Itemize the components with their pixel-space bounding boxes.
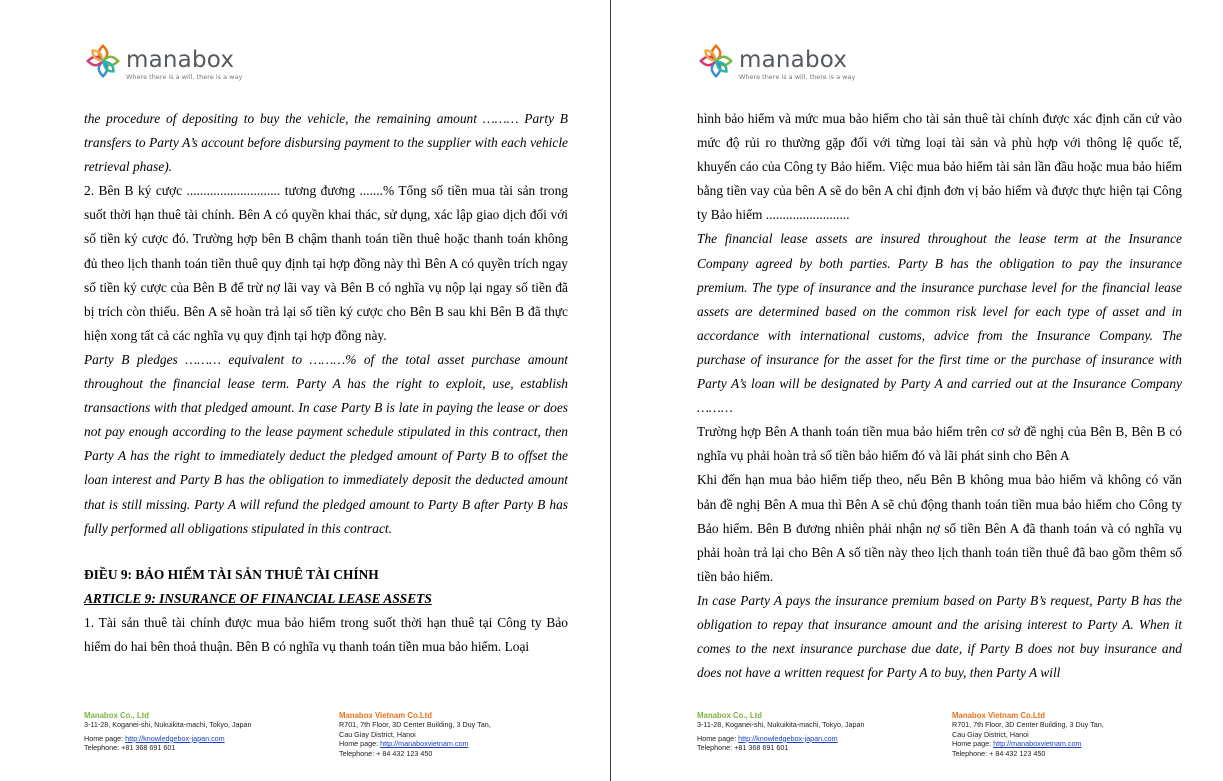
page-body [84, 107, 568, 659]
footer-address: 3-11-28, Koganei-shi, Nukuikita-machi, Tokyo, Japan [697, 720, 865, 730]
brand-tagline: Where there is a will, there is a way [739, 73, 856, 81]
paragraph-en: The financial lease assets are insured throughout the lease term at the Insurance Company agreed by both parties. Party B has the obligation to pay the insurance premium. The type of insurance and the insurance purchase level for the financial lease assets are determined based on the common risk level for each type of asset and in accordance with international customs, advice from the Insurance Company. The purchase of insurance for the asset for the first time or the purchase of insurance with Party A’s loan will be designated by Party A and carried out at the Insurance Company ……… [697, 231, 1182, 416]
footer-vietnam-office [952, 711, 1104, 758]
footer-telephone: Telephone: + 84 432 123 450 [952, 748, 1046, 758]
footer-telephone: Telephone: +81 368 691 601 [84, 743, 176, 753]
paragraph-vi: 2. Bên B ký cược ............................ tương đương .......% Tổng số tiền mua tài sản trong suốt thời hạn thuê tài chính. Bên A có quyền khai thác, sử dụng, xác lập giao dịch đối với số tiền ký cược đó. Trường hợp bên B chậm thanh toán tiền thuê hoặc thanh toán không đủ theo lịch thanh toán tiền thuê quy định tại hợp đồng này thì Bên A có quyền trích ngay số tiền ký cược của Bên B để trừ nợ lãi vay và Bên B có nghĩa vụ nộp lại ngay số tiền đã bị trích còn thiếu. Bên A sẽ hoàn trả lại số tiền ký cược cho Bên B sau khi Bên B đã thực hiện xong tất cả các nghĩa vụ quy định tại hợp đồng này. [84, 183, 568, 343]
homepage-link[interactable]: http://manaboxvietnam.com [993, 739, 1082, 749]
paragraph-vi: hình bảo hiểm và mức mua bảo hiểm cho tài sản thuê tài chính được xác định căn cứ vào mức độ rủi ro thường gặp đối với từng loại tài sản và phù hợp với thông lệ quốc tế, khuyến cáo của Công ty Bảo hiểm. Việc mua bảo hiểm tài sản lần đầu hoặc mua bảo hiểm bằng tiền vay của bên A sẽ do bên A chỉ định đơn vị bảo hiểm và được thực hiện tại Công ty Bảo hiểm ......................... [697, 111, 1182, 223]
manabox-logo-icon [84, 42, 122, 80]
footer-address: R701, 7th Floor, 3D Center Building, 3 Duy Tan, [339, 720, 491, 730]
homepage-label: Home page: [84, 733, 126, 743]
paragraph-vi: Khi đến hạn mua bảo hiểm tiếp theo, nếu Bên B không mua bảo hiểm và không có văn bản đề nghị Bên A mua thì Bên A sẽ chủ động thanh toán tiền mua bảo hiểm cho Công ty Bảo hiểm. Bên B đương nhiên phải nhận nợ số tiền Bên A đã thanh toán và có nghĩa vụ phải hoàn trả lại cho Bên A số tiền này theo lịch thanh toán tiền thuê đã bao gồm thêm số tiền bảo hiểm. [697, 472, 1182, 584]
homepage-link[interactable]: http://knowledgebox-japan.com [738, 733, 838, 743]
article-heading-vi: ĐIỀU 9: BẢO HIỂM TÀI SẢN THUÊ TÀI CHÍNH [84, 566, 379, 582]
footer-homepage [697, 734, 865, 743]
footer-address: 3-11-28, Koganei-shi, Nukuikita-machi, Tokyo, Japan [84, 720, 252, 730]
document-page-right [614, 0, 1223, 781]
brand-name: manabox [126, 47, 235, 73]
footer-vietnam-office [339, 711, 491, 758]
brand-tagline: Where there is a will, there is a way [126, 73, 243, 81]
footer-company-name: Manabox Co., Ltd [697, 711, 762, 720]
footer-company-name: Manabox Vietnam Co.Ltd [339, 711, 432, 720]
paragraph-en: Party B pledges ……… equivalent to ………% of the total asset purchase amount throughout the financial lease term. Party A has the right to exploit, use, establish transactions with that pledged amount. In case Party B is late in paying the lease or does not pay enough according to the lease payment schedule stipulated in this contract, then Party A has the right to immediately deduct the pledged amount of Party B to offset the loan interest and Party B has the obligation to immediately deposit the deducted amount that is still missing. Party A will refund the pledged amount to Party B after Party B has fully performed all obligations stipulated in this contract. [84, 351, 568, 536]
page-body [697, 107, 1182, 685]
footer-telephone: Telephone: +81 368 691 601 [697, 743, 789, 753]
company-logo [84, 42, 284, 82]
homepage-link[interactable]: http://knowledgebox-japan.com [125, 733, 225, 743]
footer-address: Cau Giay District, Hanoi [952, 729, 1029, 739]
homepage-link[interactable]: http://manaboxvietnam.com [380, 739, 469, 749]
homepage-label: Home page: [952, 739, 994, 749]
homepage-label: Home page: [339, 739, 381, 749]
footer-japan-office [84, 711, 252, 753]
footer-company-name: Manabox Co., Ltd [84, 711, 149, 720]
paragraph-en: In case Party A pays the insurance premium based on Party B’s request, Party B has the obligation to repay that insurance amount and the arising interest to Party A. When it comes to the next insurance purchase due date, if Party B does not buy insurance and does not have a written request for Party A to buy, then Party A will [697, 592, 1182, 681]
footer-address: R701, 7th Floor, 3D Center Building, 3 Duy Tan, [952, 720, 1104, 730]
paragraph-en: the procedure of depositing to buy the vehicle, the remaining amount ……… Party B transfers to Party A’s account before disbursing payment to the supplier with each vehicle retrieval phase). [84, 111, 568, 175]
manabox-logo-icon [697, 42, 735, 80]
homepage-label: Home page: [697, 733, 739, 743]
company-logo [697, 42, 897, 82]
footer-homepage [339, 739, 491, 748]
document-page-left [0, 0, 610, 781]
footer-telephone: Telephone: + 84 432 123 450 [339, 748, 433, 758]
footer-homepage [84, 734, 252, 743]
brand-name: manabox [739, 47, 848, 73]
footer-homepage [952, 739, 1104, 748]
footer-address: Cau Giay District, Hanoi [339, 729, 416, 739]
footer-japan-office [697, 711, 865, 753]
paragraph-vi: Trường hợp Bên A thanh toán tiền mua bảo hiểm trên cơ sở đề nghị của Bên B, Bên B có nghĩa vụ phải hoàn trả số tiền bảo hiểm đó và lãi phát sinh cho Bên A [697, 424, 1182, 464]
footer-company-name: Manabox Vietnam Co.Ltd [952, 711, 1045, 720]
article-heading-en: ARTICLE 9: INSURANCE OF FINANCIAL LEASE ASSETS [84, 590, 432, 606]
paragraph-vi: 1. Tài sản thuê tài chính được mua bảo hiểm trong suốt thời hạn thuê tại Công ty Bảo hiểm do hai bên thoả thuận. Bên B có nghĩa vụ thanh toán tiền mua bảo hiểm. Loại [84, 614, 568, 654]
